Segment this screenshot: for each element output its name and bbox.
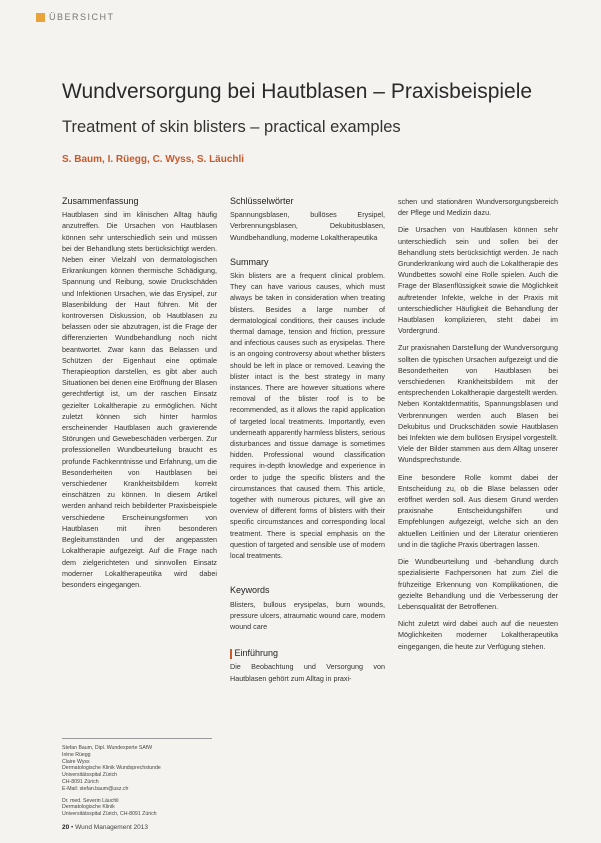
column-1 [62,196,217,596]
col3-paragraph: Die Ursachen von Hautblasen können sehr unterschiedlich sein und sollen bei der Behandlung stets berücksichtigt werden. Je nach Grunderkrankung wird auch die Lokaltherapie des Wundbettes sowohl eine Rolle spielen. Auch die Frage der Blasenflüssigkeit sowie die Möglichkeit auftretender Infekte, welche in der Praxis mit unterschiedlicher Häufigkeit die Behandlung der Hautblasen komplizieren, steht dabei im Vordergrund. [398,225,558,336]
keywords-text: Blisters, bullous erysipelas, burn wounds, pressure ulcers, atraumatic wound care, modern wound care [230,599,385,631]
einfuehrung-heading: Einführung [234,648,279,659]
page-footer [62,824,148,831]
page-number: 20 [62,824,70,831]
summary-heading: Summary [230,256,269,267]
section-square-icon [36,13,45,22]
keywords-heading: Keywords [230,585,270,596]
title-german: Wundversorgung bei Hautblasen – Praxisbeispiele [62,80,533,103]
section-tag [36,12,115,22]
col3-paragraph: Eine besondere Rolle kommt dabei der Entscheidung zu, ob die Blase belassen oder eröffnet werden soll. Aus diesem Grund werden praxisnahe Entscheidungshilfen und Empfehlungen aufgezeigt, welche sich an den aktuellen Leitlinien und der Literatur orientieren und in die tägliche Praxis übertragen lassen. [398,472,558,549]
col3-paragraph: Die Wundbeurteilung und -behandlung durch spezialisierte Fachpersonen hat zum Ziel die frühzeitige Erkennung von Komplikationen, die gezielte Behandlung und die Verbesserung der Lebensqualität der Betroffenen. [398,557,558,611]
column-2 [230,196,385,690]
einfuehrung-heading-row [230,648,385,659]
affiliation-line: E-Mail: stefan.baum@usz.ch [62,785,129,792]
author-affiliations [62,738,212,818]
col3-paragraph: Zur praxisnahen Darstellung der Wundversorgung sollten die typischen Ursachen aufgezeigt und die Besonderheiten von Hautblasen bei verschiedenen Krankheitsbildern mit der entsprechenden Lokaltherapie dargestellt werden. Neben Kontaktdermatitis, Spannungsblasen und Verbrennungen werden auch Blasen bei Dekubitus und Druckschäden sowie Hautblasen bei Infekten wie dem bullösen Erysipel vorgestellt. Viele der Bilder stammen aus dem Alltag unserer Wundsprechstunde. [398,343,558,465]
zusammenfassung-heading: Zusammenfassung [62,196,139,206]
authors: S. Baum, I. Rüegg, C. Wyss, S. Läuchli [62,154,245,165]
schluesselwoerter-heading: Schlüsselwörter [230,196,294,206]
affiliation-line: Irène Rüegg [62,751,91,758]
keywords-block [230,585,385,632]
col3-paragraph: schen und stationären Wundversorgungsbereich der Pflege und Medizin dazu. [398,197,558,218]
footer-journal: Wund Management 2013 [75,824,149,831]
heading-bar-icon [230,649,232,659]
column-3 [398,196,558,658]
affiliation-line: Dr. med. Severin Läuchli [62,797,119,804]
affiliation-line: Dermatologische Klinik [62,804,115,811]
footer-separator: • [71,824,76,831]
schluesselwoerter-text: Spannungsblasen, bullöses Erysipel, Verbrennungsblasen, Dekubitusblasen, Wundbehandlung, moderne Lokaltherapeutika [230,210,385,242]
summary-text: Skin blisters are a frequent clinical problem. They can have various causes, which must always be taken in consideration when treating blisters. Besides a large number of dermatological conditions, their causes include thermal damage, tension and friction, pressure and infectious causes such as erysipelas. There is an ongoing controversy about whether blisters should be left in place or removed. Leaving the blister intact is the best strategy in many instances. There are however situations where removal of the blister roof is to be recommended, as it allows the rapid application of targeted local treatments. Importantly, even underneath apparently harmless blisters, serious disturbances and tissue damage is sometimes hidden. Professional wound classification requires in-depth knowledge and experience in order to judge the specific blisters and the circumstances that caused them. This article, together with numerous pictures, will give an overview of different forms of blisters with their specific circumstances and corresponding local treatment. There is special emphasis on the question of targeted and sensible use of modern local treatments. [230,271,386,561]
einfuehrung-block [230,648,385,684]
zusammenfassung-text: Hautblasen sind im klinischen Alltag häufig anzutreffen. Die Ursachen von Hautblasen können sehr unterschiedlich sein und müssen bei der Behandlung stets berücksichtigt werden. Neben einer Vielzahl von dermatologischen Erkrankungen können thermische Schädigung, Spannung und Reibung, sowie Druckschäden und Infektionen Ursachen, wie das Erysipel, zur Blasenbildung der Haut führen. Mit der kontroversen Diskussion, ob Hautblasen zu belassen oder sie abzutragen, ist die Frage der differenzierten Wundbehandlung noch nicht beantwortet. Zwar kann das Belassen und Schützen der Eigenhaut eine optimale Therapieoption darstellen, es gibt aber auch Situationen bei denen eine Eröffnung der Blasen gerechtfertigt ist, um der raschen Einsatz gezielter Lokaltherapie zu ermöglichen. Nicht zuletzt können sich hinter harmlos erscheinender Hautblasen auch gravierende Störungen und Gewebeschäden verbergen. Zur professionellen Wundbeurteilung braucht es profunde Fachkenntnisse und Erfahrung, um die Besonderheiten von Hautblasen bei verschiedener Krankheitsbildern korrekt einschätzen zu können. In diesem Artikel werden anhand reich bebilderter Praxisbeispiele verschiedene Erscheinungsformen von Hautblasen mit ihren besonderen Begleitumständen und der angepassten Lokaltherapie aufgezeigt. Auf die Frage nach dem zielgerichteten und sinnvollen Einsatz moderner Lokaltherapeutika wird dabei besonders eingegangen. [62,210,217,589]
affiliation-line: Universitätsspital Zürich [62,772,118,779]
affiliation-line: CH-8091 Zürich [62,778,99,785]
affiliation-line: Claire Wyss [62,758,90,765]
section-label: ÜBERSICHT [49,12,115,22]
affiliation-line: Stefan Baum, Dipl. Wundexperte SAfW [62,745,153,751]
col3-paragraph: Nicht zuletzt wird dabei auch auf die neuesten Möglichkeiten moderner Lokaltherapeutika eingegangen, die heute zur Verfügung stehen. [398,619,558,651]
einfuehrung-text: Die Beobachtung und Versorgung von Hautblasen gehört zum Alltag in praxi- [230,662,385,683]
affiliation-line: Dermatologische Klinik Wundsprechstunde [62,765,161,772]
affiliation-line: Universitätsspital Zürich, CH-8091 Zürich [62,811,157,818]
title-english: Treatment of skin blisters – practical examples [62,118,401,136]
